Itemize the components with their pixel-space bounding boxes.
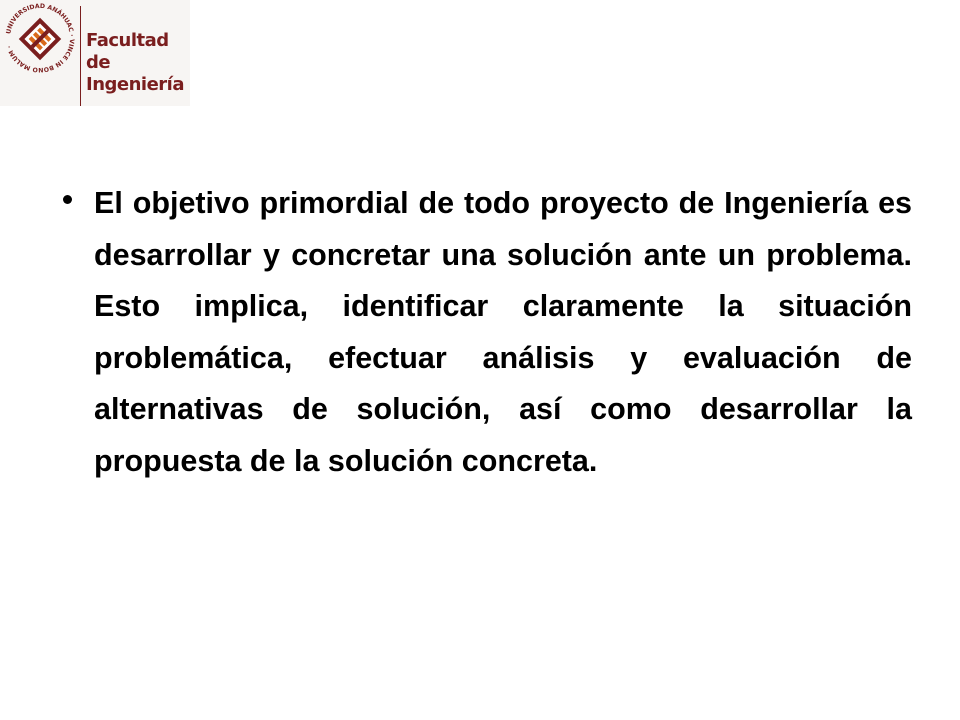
bullet-dot-icon (63, 195, 72, 204)
faculty-name-line2: de Ingeniería (86, 52, 184, 95)
seal-emblem (19, 18, 61, 60)
bullet-list (60, 178, 912, 487)
bullet-text: El objetivo primordial de todo proyecto de Ingeniería es desarrollar y concretar una solución ante un problema. Esto implica, identificar claramente la situación problemática, efectuar análisis y evaluación de alternativas de solución, así como desarrollar la propuesta de la solución concreta. (94, 186, 912, 478)
faculty-name (86, 30, 190, 96)
seal-text: UNIVERSIDAD ANÁHUAC · VINCE IN BONO MALUM · (5, 2, 76, 74)
university-seal (2, 0, 78, 76)
bullet-item (60, 178, 912, 487)
logo-divider (80, 6, 81, 106)
faculty-logo (0, 0, 190, 106)
faculty-name-line1: Facultad (86, 30, 169, 51)
